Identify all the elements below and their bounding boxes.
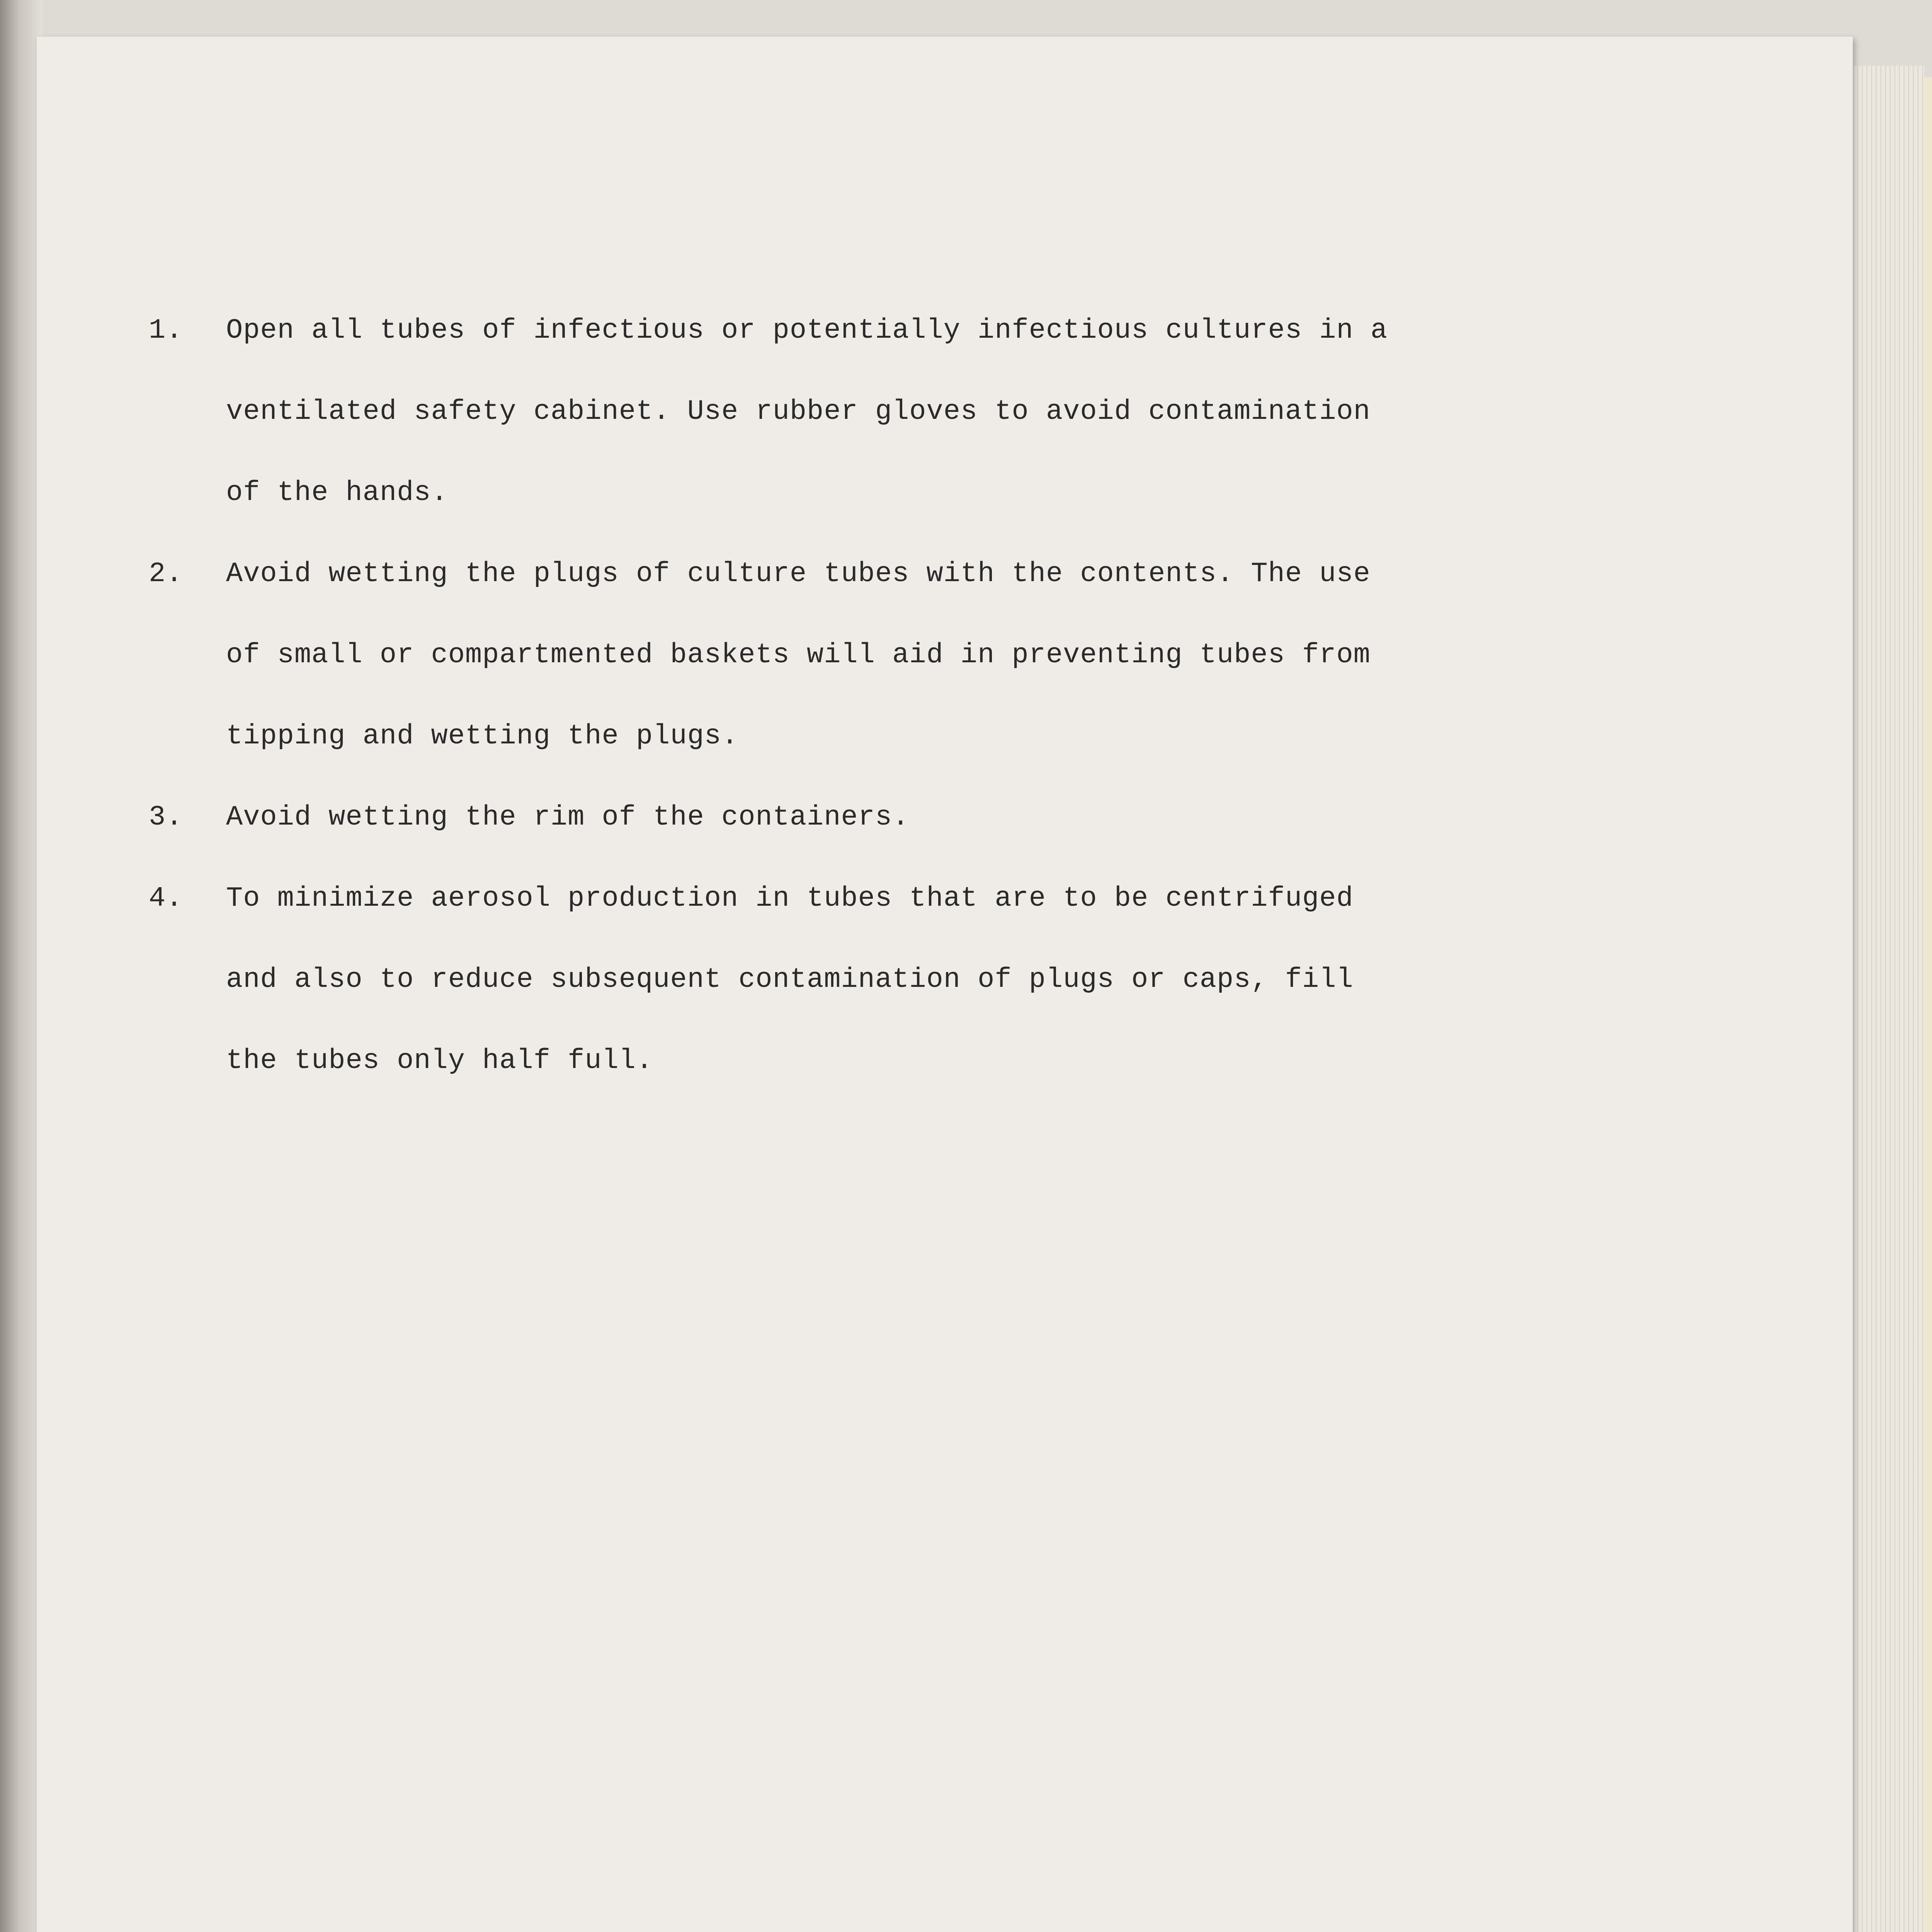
list-item-number: 4. (149, 883, 183, 914)
list-item-number: 3. (149, 801, 183, 833)
list-item-number: 1. (149, 315, 183, 346)
list-item-text: Open all tubes of infectious or potentially infectious cultures in a ventilated safety cabinet. Use rubber gloves to avoid contamination of the hands. (226, 315, 1388, 509)
list-item-text: Avoid wetting the plugs of culture tubes with the contents. The use of small or compartmented baskets will aid in preventing tubes from tipping and wetting the plugs. (226, 558, 1371, 752)
document-page (37, 37, 1853, 1932)
list-item (149, 777, 1694, 858)
list-item (149, 290, 1694, 533)
procedure-list (149, 290, 1694, 1101)
list-item-number: 2. (149, 558, 183, 590)
list-item (149, 858, 1694, 1101)
adjacent-page-gutter (0, 0, 43, 1932)
list-item (149, 533, 1694, 777)
list-item-text: To minimize aerosol production in tubes that are to be centrifuged and also to reduce subsequent contamination of plugs or caps, fill the tubes only half full. (226, 883, 1354, 1077)
list-item-text: Avoid wetting the rim of the containers. (226, 801, 910, 833)
